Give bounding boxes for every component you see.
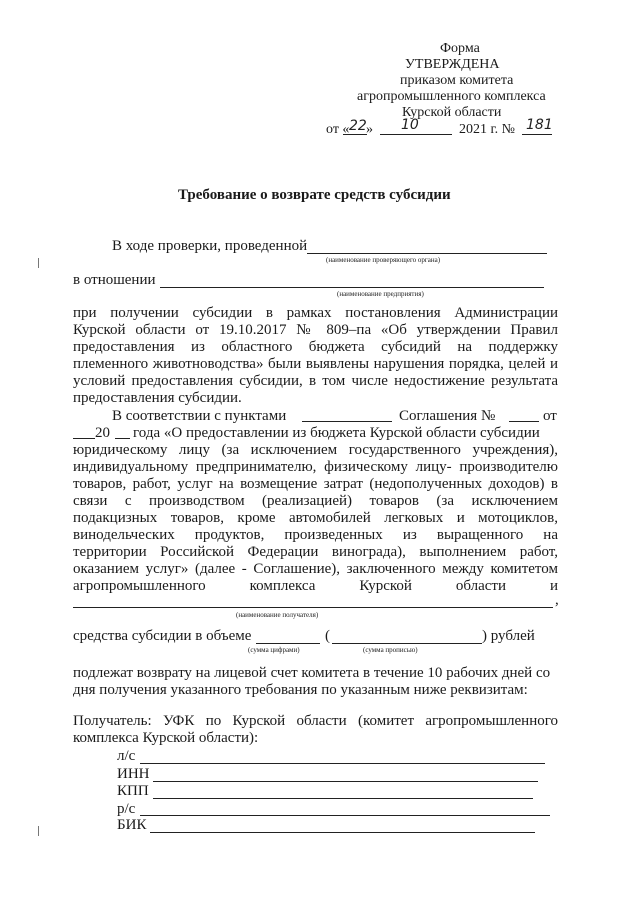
date-month-handwritten: 10 [401,117,419,133]
date-year-number: 2021 г. № [459,122,516,137]
requisite-fill-account[interactable] [140,763,545,764]
agreement-line-3: товаров, работ, услуг на возмещение затрат (недополученных доходов) в [73,476,558,492]
enterprise-caption: (наименование предприятия) [337,290,424,298]
violation-line-2: Курской области от 19.10.2017 № 809–па «Об утверждении Правил [73,322,558,338]
violation-line-5: условий предоставления субсидии, в том числе недостижение результата [73,373,558,389]
recipient-comma: , [555,592,559,608]
approval-form-label: Форма [440,41,480,56]
subsidy-amount-lead: средства субсидии в объеме [73,628,252,644]
approval-committee-label: агропромышленного комплекса [357,89,546,104]
requisite-fill-kpp[interactable] [153,798,533,799]
requisite-label-settlement: р/с [117,801,136,817]
agreement-line-1: юридическому лицу (за исключением государственного учреждения), [73,442,558,458]
requisite-label-inn: ИНН [117,766,150,782]
date-day-handwritten: 22 [349,118,367,134]
recipient-line-2: комплекса Курской области): [73,730,259,746]
agreement-number-fill-line[interactable] [509,421,539,422]
agreement-line-8: оказанием услуг» (далее - Соглашение), заключенного между комитетом [73,561,558,577]
date-day-underline [343,134,367,135]
amount-words-open-paren: ( [325,628,330,644]
amount-digits-fill-line[interactable] [256,643,320,644]
return-line-1: подлежат возврату на лицевой счет комитета в течение 10 рабочих дней со [73,665,551,681]
agreement-points-fill-line[interactable] [302,421,392,422]
recipient-line-1: Получатель: УФК по Курской области (комитет агропромышленного [73,713,558,729]
agreement-year-prefix: 20 [95,425,110,441]
date-close-quote: » [366,122,373,137]
amount-digits-caption: (сумма цифрами) [248,646,300,654]
inspection-body-fill-line[interactable] [307,253,547,254]
amount-words-fill-line[interactable] [332,643,482,644]
agreement-paragraph [73,442,558,595]
return-line-2: дня получения указанного требования по указанным ниже реквизитам: [73,682,528,698]
approval-region-label: Курской области [402,105,502,120]
scan-mark-bottom [38,826,39,836]
inspection-body-caption: (наименование проверяющего органа) [326,256,441,264]
requisite-label-bik: БИК [117,817,147,833]
agreement-from-label: от [543,408,557,424]
regarding-lead-text: в отношении [73,272,156,288]
recipient-name-fill-line[interactable] [73,607,553,608]
violation-paragraph [73,305,558,407]
recipient-name-caption: (наименование получателя) [236,611,319,619]
requisite-label-kpp: КПП [117,783,149,799]
agreement-line-6: винодельческих продуктов, произведенных из выращенного на [73,527,558,543]
requisite-fill-bik[interactable] [150,832,535,833]
amount-words-caption: (сумма прописью) [363,646,418,654]
violation-line-1: при получении субсидии в рамках постановления Администрации [73,305,558,321]
date-month-underline [380,134,452,135]
recipient-paragraph [73,713,558,747]
requisite-label-account: л/с [117,748,136,764]
agreement-line-7: территории Российской Федерации винограда), выполнением работ, [73,544,558,560]
order-number-handwritten: 181 [526,117,553,133]
agreement-year-fill-line[interactable] [115,438,130,439]
approval-approved-label: УТВЕРЖДЕНА [405,57,500,72]
violation-line-4: племенного животноводства» были выявлены нарушения порядка, целей и [73,356,558,372]
scan-mark-top [38,258,39,268]
violation-line-6: предоставления субсидии. [73,390,242,406]
order-number-underline [522,134,552,135]
amount-rubles-label: ) рублей [482,628,535,644]
agreement-lead-text: В соответствии с пунктами [112,408,287,424]
enterprise-fill-line[interactable] [160,287,544,288]
requisite-fill-inn[interactable] [153,781,538,782]
document-title: Требование о возврате средств субсидии [178,187,451,203]
inspection-lead-text: В ходе проверки, проведенной [112,238,308,254]
agreement-number-label: Соглашения № [399,408,496,424]
requisite-fill-settlement[interactable] [140,815,550,816]
violation-line-3: предоставления из областного бюджета субсидий на поддержку [73,339,558,355]
approval-order-label: приказом комитета [400,73,514,88]
agreement-line-4: связи с производством (реализацией) товаров (за исключением [73,493,558,509]
agreement-line-2: индивидуальному предпринимателю, физическому лицу- производителю [73,459,558,475]
agreement-line-5: подакцизных товаров, кроме автомобилей легковых и мотоциклов, [73,510,558,526]
date-prefix: от « [326,122,350,137]
agreement-year-text: года «О предоставлении из бюджета Курской области субсидии [133,425,540,441]
agreement-line-9: агропромышленного комплекса Курской области и [73,578,558,594]
return-paragraph [73,665,550,699]
agreement-date-fill-line[interactable] [73,438,95,439]
